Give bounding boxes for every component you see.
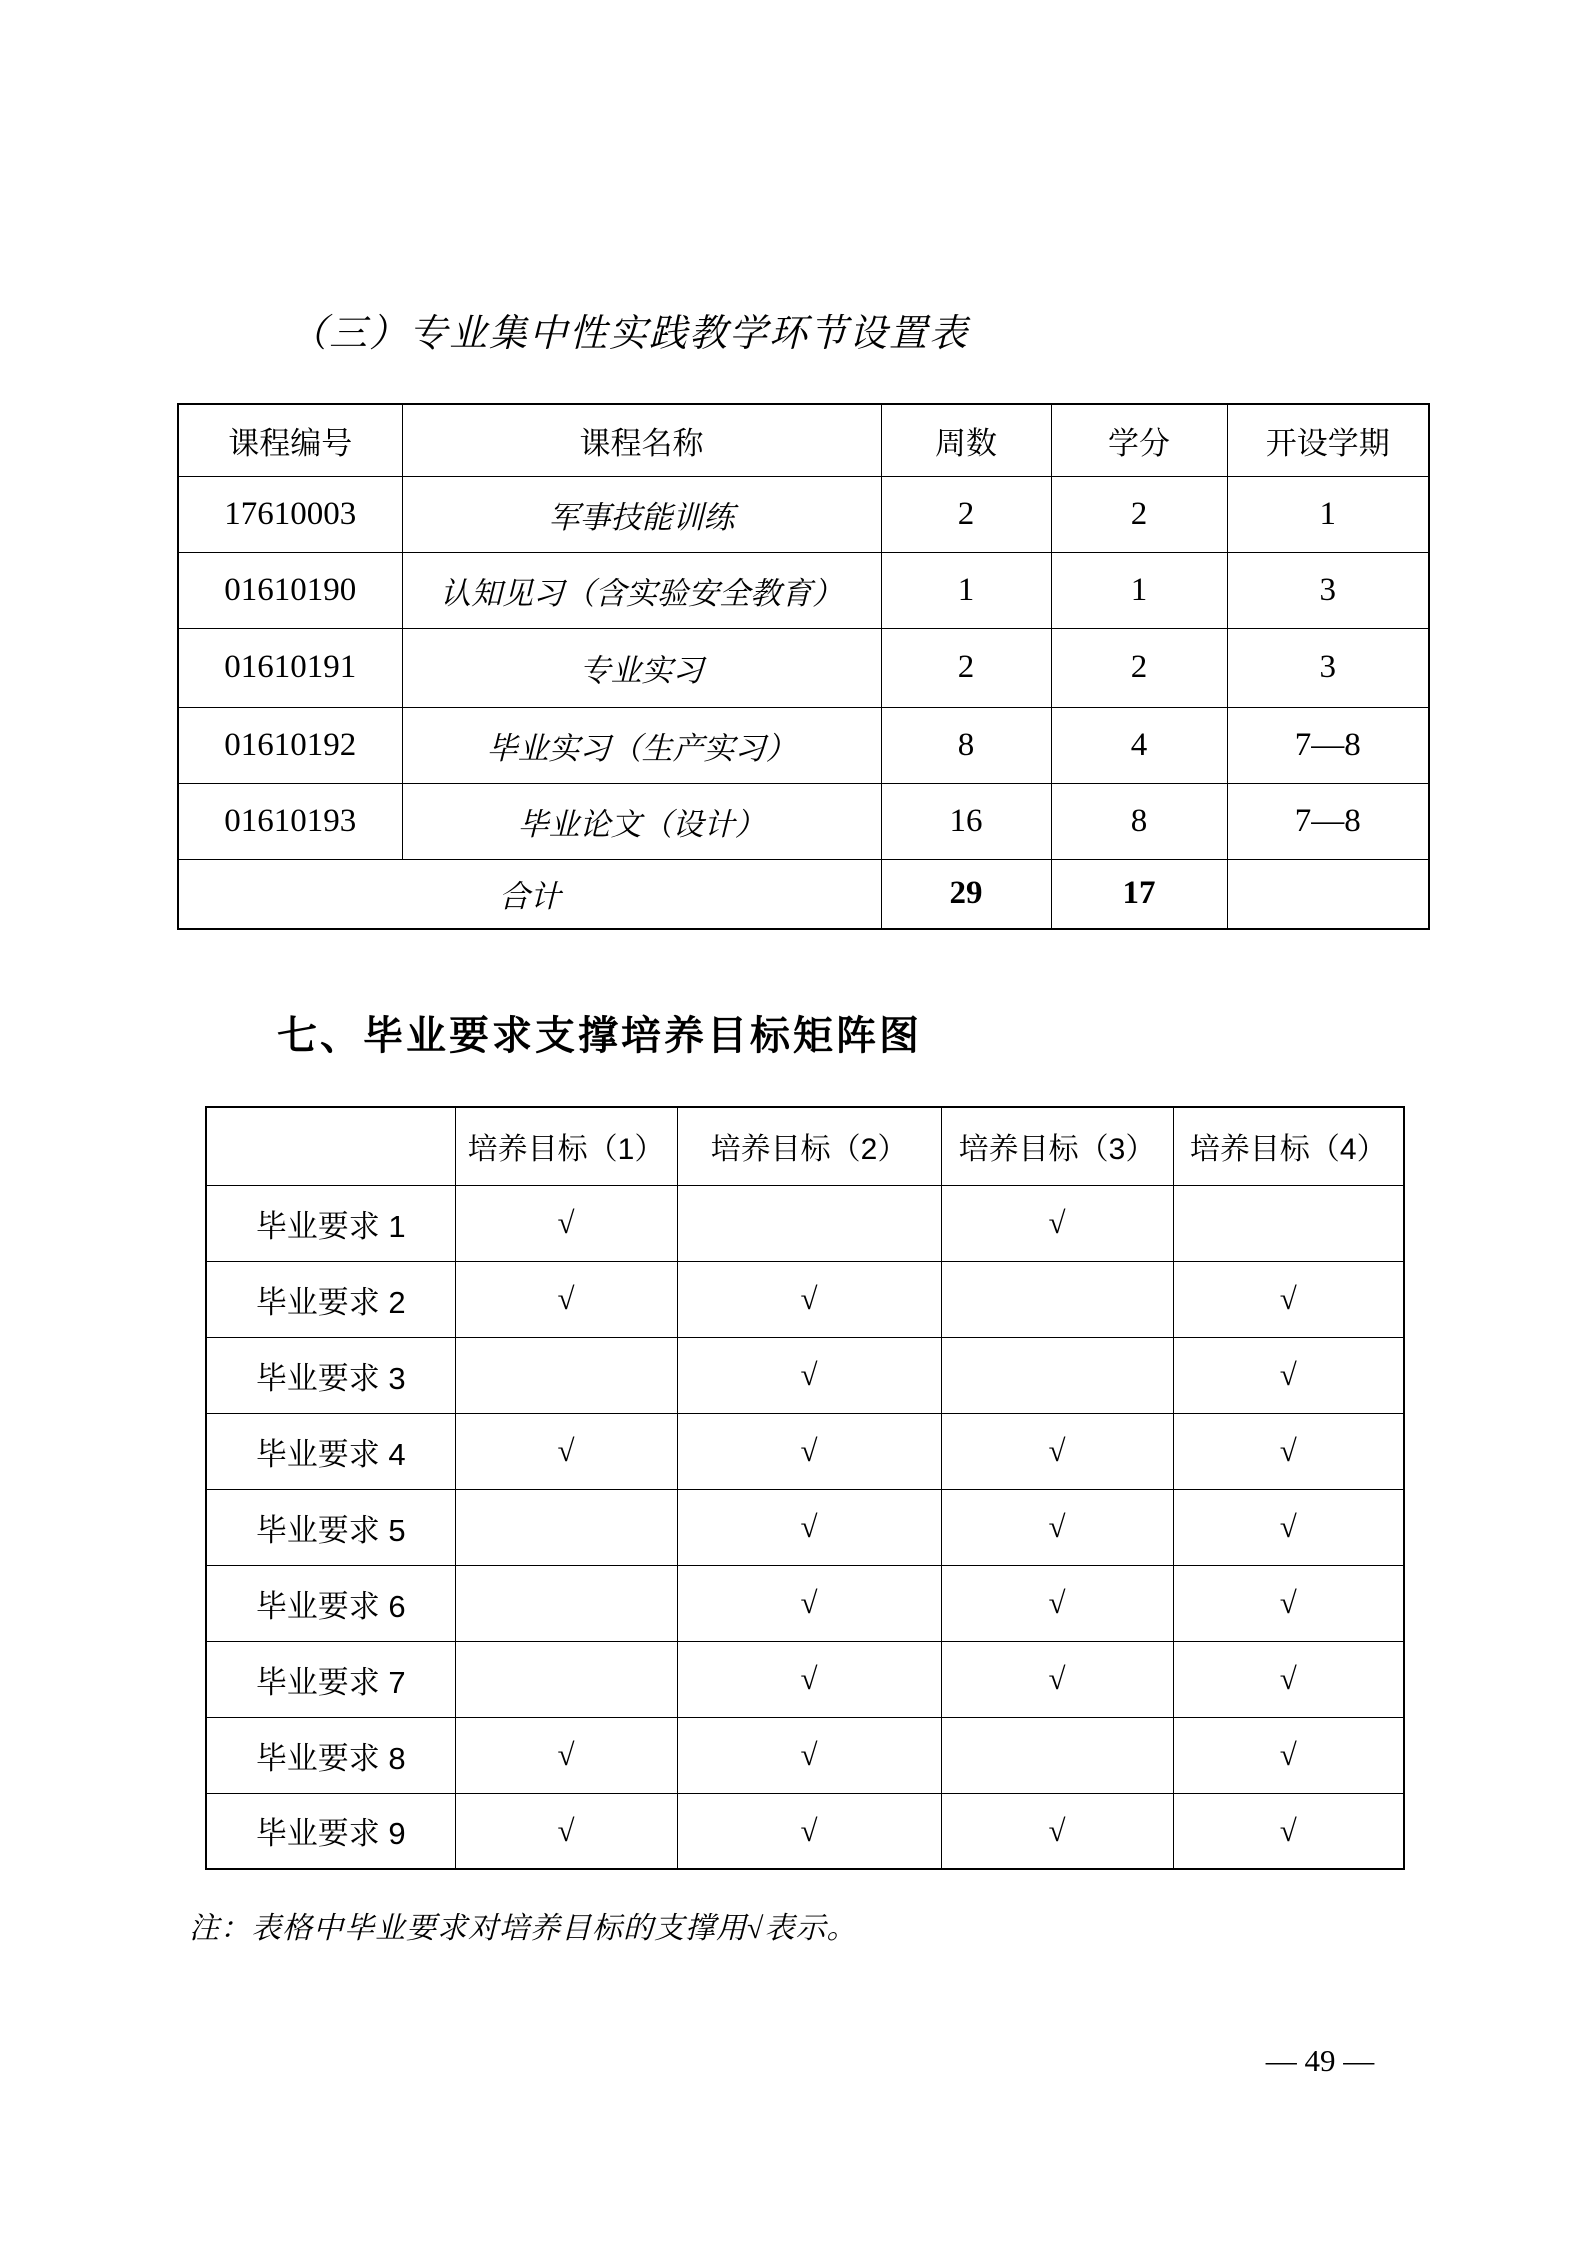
check-cell: √ <box>1173 1413 1404 1489</box>
semester-value: 7—8 <box>1227 707 1429 783</box>
page-number: — 49 — <box>1265 2043 1375 2078</box>
table-total-row <box>178 859 1429 929</box>
check-cell <box>1173 1185 1404 1261</box>
check-cell: √ <box>941 1641 1173 1717</box>
weeks-value: 2 <box>881 476 1051 552</box>
table-row <box>206 1793 1404 1869</box>
practice-table <box>177 403 1430 930</box>
check-cell: √ <box>1173 1641 1404 1717</box>
table-row <box>206 1413 1404 1489</box>
table-row <box>206 1565 1404 1641</box>
table-row <box>178 783 1429 859</box>
course-code: 01610191 <box>178 628 402 707</box>
column-header-semester: 开设学期 <box>1227 404 1429 476</box>
course-name: 毕业论文（设计） <box>402 783 881 859</box>
total-credits: 17 <box>1051 859 1227 929</box>
requirement-label: 毕业要求 8 <box>206 1717 455 1793</box>
course-name: 军事技能训练 <box>402 476 881 552</box>
check-cell: √ <box>677 1641 941 1717</box>
footnote: 注：表格中毕业要求对培养目标的支撑用√表示。 <box>189 1912 858 1945</box>
requirement-label: 毕业要求 1 <box>206 1185 455 1261</box>
weeks-value: 2 <box>881 628 1051 707</box>
credits-value: 1 <box>1051 552 1227 628</box>
check-cell: √ <box>677 1793 941 1869</box>
semester-value: 3 <box>1227 552 1429 628</box>
semester-value: 1 <box>1227 476 1429 552</box>
table-row <box>178 552 1429 628</box>
column-header-objective-3: 培养目标（3） <box>941 1107 1173 1185</box>
check-cell <box>941 1261 1173 1337</box>
check-cell: √ <box>455 1793 677 1869</box>
total-semester <box>1227 859 1429 929</box>
weeks-value: 16 <box>881 783 1051 859</box>
check-cell: √ <box>1173 1261 1404 1337</box>
weeks-value: 8 <box>881 707 1051 783</box>
total-weeks: 29 <box>881 859 1051 929</box>
table-row <box>206 1717 1404 1793</box>
table-row <box>206 1337 1404 1413</box>
course-name: 认知见习（含实验安全教育） <box>402 552 881 628</box>
check-cell: √ <box>941 1413 1173 1489</box>
matrix-table <box>205 1106 1405 1870</box>
check-cell: √ <box>1173 1565 1404 1641</box>
check-cell: √ <box>941 1489 1173 1565</box>
table-header-row <box>178 404 1429 476</box>
check-cell: √ <box>1173 1717 1404 1793</box>
check-cell: √ <box>455 1261 677 1337</box>
weeks-value: 1 <box>881 552 1051 628</box>
check-cell: √ <box>677 1261 941 1337</box>
requirement-label: 毕业要求 5 <box>206 1489 455 1565</box>
column-header-credits: 学分 <box>1051 404 1227 476</box>
credits-value: 2 <box>1051 628 1227 707</box>
check-cell: √ <box>455 1717 677 1793</box>
course-name: 专业实习 <box>402 628 881 707</box>
credits-value: 4 <box>1051 707 1227 783</box>
check-cell: √ <box>677 1717 941 1793</box>
credits-value: 2 <box>1051 476 1227 552</box>
column-header-weeks: 周数 <box>881 404 1051 476</box>
table-header-row <box>206 1107 1404 1185</box>
check-cell: √ <box>941 1793 1173 1869</box>
check-cell: √ <box>1173 1489 1404 1565</box>
check-cell <box>941 1337 1173 1413</box>
check-cell: √ <box>1173 1793 1404 1869</box>
check-cell: √ <box>1173 1337 1404 1413</box>
requirement-label: 毕业要求 4 <box>206 1413 455 1489</box>
semester-value: 3 <box>1227 628 1429 707</box>
table-row <box>178 476 1429 552</box>
section-title-matrix: 七、毕业要求支撑培养目标矩阵图 <box>277 1014 922 1058</box>
requirement-label: 毕业要求 3 <box>206 1337 455 1413</box>
check-cell: √ <box>941 1185 1173 1261</box>
course-code: 01610193 <box>178 783 402 859</box>
table-row <box>178 707 1429 783</box>
table-row <box>206 1185 1404 1261</box>
course-code: 01610192 <box>178 707 402 783</box>
course-code: 17610003 <box>178 476 402 552</box>
check-cell <box>677 1185 941 1261</box>
check-cell: √ <box>677 1489 941 1565</box>
table-row <box>206 1641 1404 1717</box>
requirement-label: 毕业要求 6 <box>206 1565 455 1641</box>
check-cell <box>455 1489 677 1565</box>
total-label: 合计 <box>178 859 881 929</box>
check-cell: √ <box>677 1337 941 1413</box>
credits-value: 8 <box>1051 783 1227 859</box>
column-header-objective-1: 培养目标（1） <box>455 1107 677 1185</box>
requirement-label: 毕业要求 2 <box>206 1261 455 1337</box>
table-row <box>178 628 1429 707</box>
check-cell: √ <box>941 1565 1173 1641</box>
check-cell: √ <box>455 1185 677 1261</box>
check-cell <box>455 1641 677 1717</box>
check-cell: √ <box>677 1413 941 1489</box>
check-cell: √ <box>677 1565 941 1641</box>
check-cell <box>455 1337 677 1413</box>
course-code: 01610190 <box>178 552 402 628</box>
requirement-label: 毕业要求 9 <box>206 1793 455 1869</box>
column-header-course-name: 课程名称 <box>402 404 881 476</box>
check-cell <box>941 1717 1173 1793</box>
column-header-objective-2: 培养目标（2） <box>677 1107 941 1185</box>
requirement-label: 毕业要求 7 <box>206 1641 455 1717</box>
check-cell: √ <box>455 1413 677 1489</box>
check-cell <box>455 1565 677 1641</box>
column-header-objective-4: 培养目标（4） <box>1173 1107 1404 1185</box>
semester-value: 7—8 <box>1227 783 1429 859</box>
table-row <box>206 1489 1404 1565</box>
corner-cell <box>206 1107 455 1185</box>
course-name: 毕业实习（生产实习） <box>402 707 881 783</box>
table-row <box>206 1261 1404 1337</box>
column-header-course-code: 课程编号 <box>178 404 402 476</box>
section-title-practice: （三）专业集中性实践教学环节设置表 <box>289 313 970 355</box>
